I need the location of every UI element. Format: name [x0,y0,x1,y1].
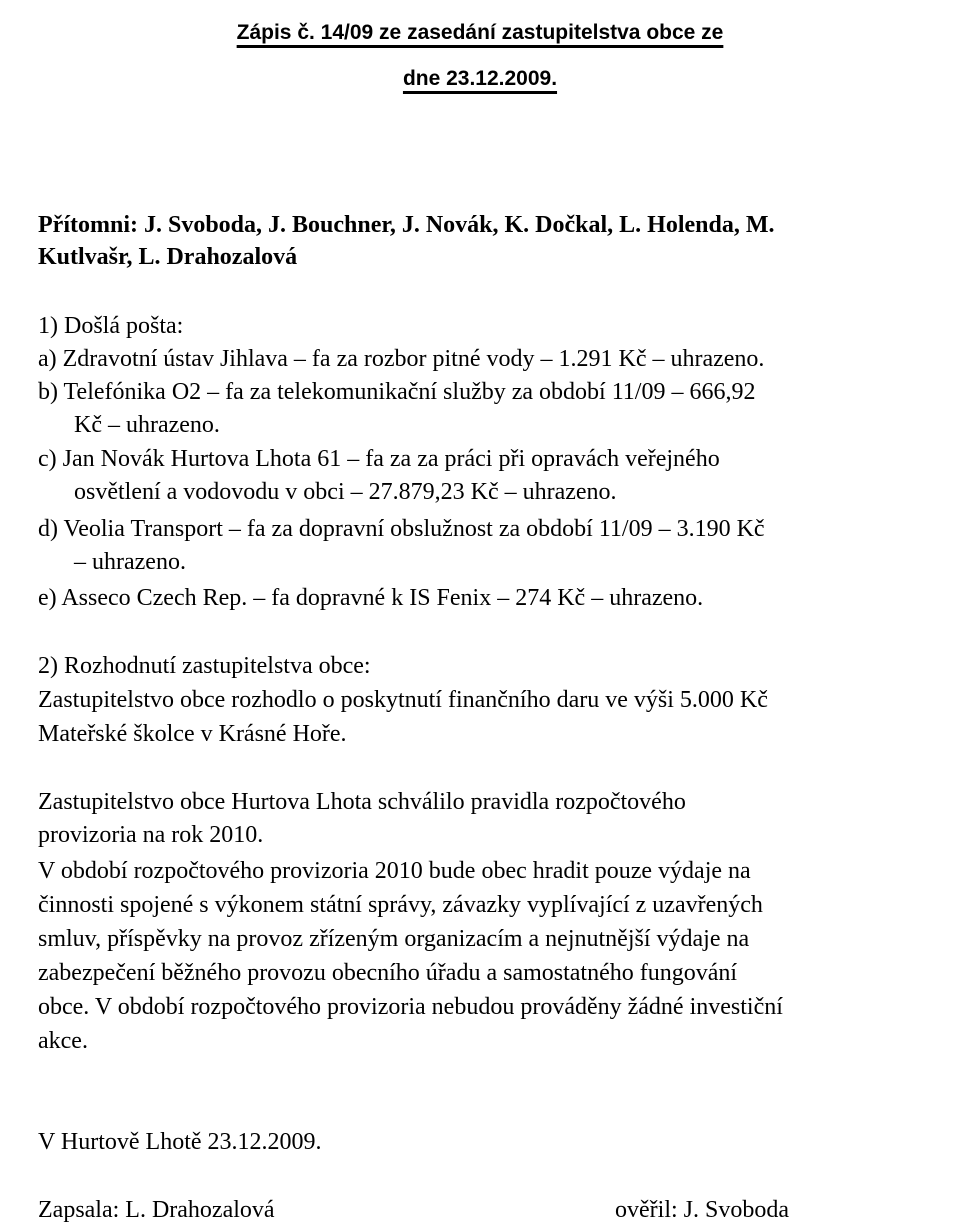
attendees-line-2: Kutlvašr, L. Drahozalová [38,244,298,270]
place-and-date: V Hurtově Lhotě 23.12.2009. [38,1129,322,1155]
section-incoming-mail-heading: 1) Došlá pošta: [38,313,184,339]
verified-by-signature: ověřil: J. Svoboda [615,1197,789,1223]
decision-2-line-2: provizoria na rok 2010. [38,822,264,848]
attendees-line-1: Přítomni: J. Svoboda, J. Bouchner, J. Novák, K. Dočkal, L. Holenda, M. [38,212,775,238]
decision-2-line-1: Zastupitelstvo obce Hurtova Lhota schválilo pravidla rozpočtového [38,789,686,815]
mail-item-d-line-2: – uhrazeno. [74,549,186,575]
decision-1-line-1: Zastupitelstvo obce rozhodlo o poskytnutí finančního daru ve výši 5.000 Kč [38,687,768,713]
decision-1-line-2: Mateřské školce v Krásné Hoře. [38,721,347,747]
section-decisions-heading: 2) Rozhodnutí zastupitelstva obce: [38,653,371,679]
mail-item-c-line-1: c) Jan Novák Hurtova Lhota 61 – fa za za práci při opravách veřejného [38,446,720,472]
mail-item-c-line-2: osvětlení a vodovodu v obci – 27.879,23 Kč – uhrazeno. [74,479,617,505]
mail-item-e: e) Asseco Czech Rep. – fa dopravné k IS Fenix – 274 Kč – uhrazeno. [38,585,704,611]
provisional-budget-para-line-2: činnosti spojené s výkonem státní správy, závazky vyplívající z uzavřených [38,892,763,918]
provisional-budget-para-line-4: zabezpečení běžného provozu obecního úřadu a samostatného fungování [38,960,738,986]
provisional-budget-para-line-6: akce. [38,1028,88,1054]
mail-item-a: a) Zdravotní ústav Jihlava – fa za rozbor pitné vody – 1.291 Kč – uhrazeno. [38,346,765,372]
document-title-line-2: dne 23.12.2009. [402,67,558,90]
recorded-by-signature: Zapsala: L. Drahozalová [38,1197,275,1223]
provisional-budget-para-line-1: V období rozpočtového provizoria 2010 bude obec hradit pouze výdaje na [38,858,751,884]
mail-item-b-line-1: b) Telefónika O2 – fa za telekomunikační služby za období 11/09 – 666,92 [38,379,756,405]
mail-item-b-line-2: Kč – uhrazeno. [74,412,220,438]
provisional-budget-para-line-5: obce. V období rozpočtového provizoria nebudou prováděny žádné investiční [38,994,783,1020]
document-title-line-1: Zápis č. 14/09 ze zasedání zastupitelstva obce ze [236,21,724,44]
mail-item-d-line-1: d) Veolia Transport – fa za dopravní obslužnost za období 11/09 – 3.190 Kč [38,516,765,542]
provisional-budget-para-line-3: smluv, příspěvky na provoz zřízeným organizacím a nejnutnější výdaje na [38,926,750,952]
